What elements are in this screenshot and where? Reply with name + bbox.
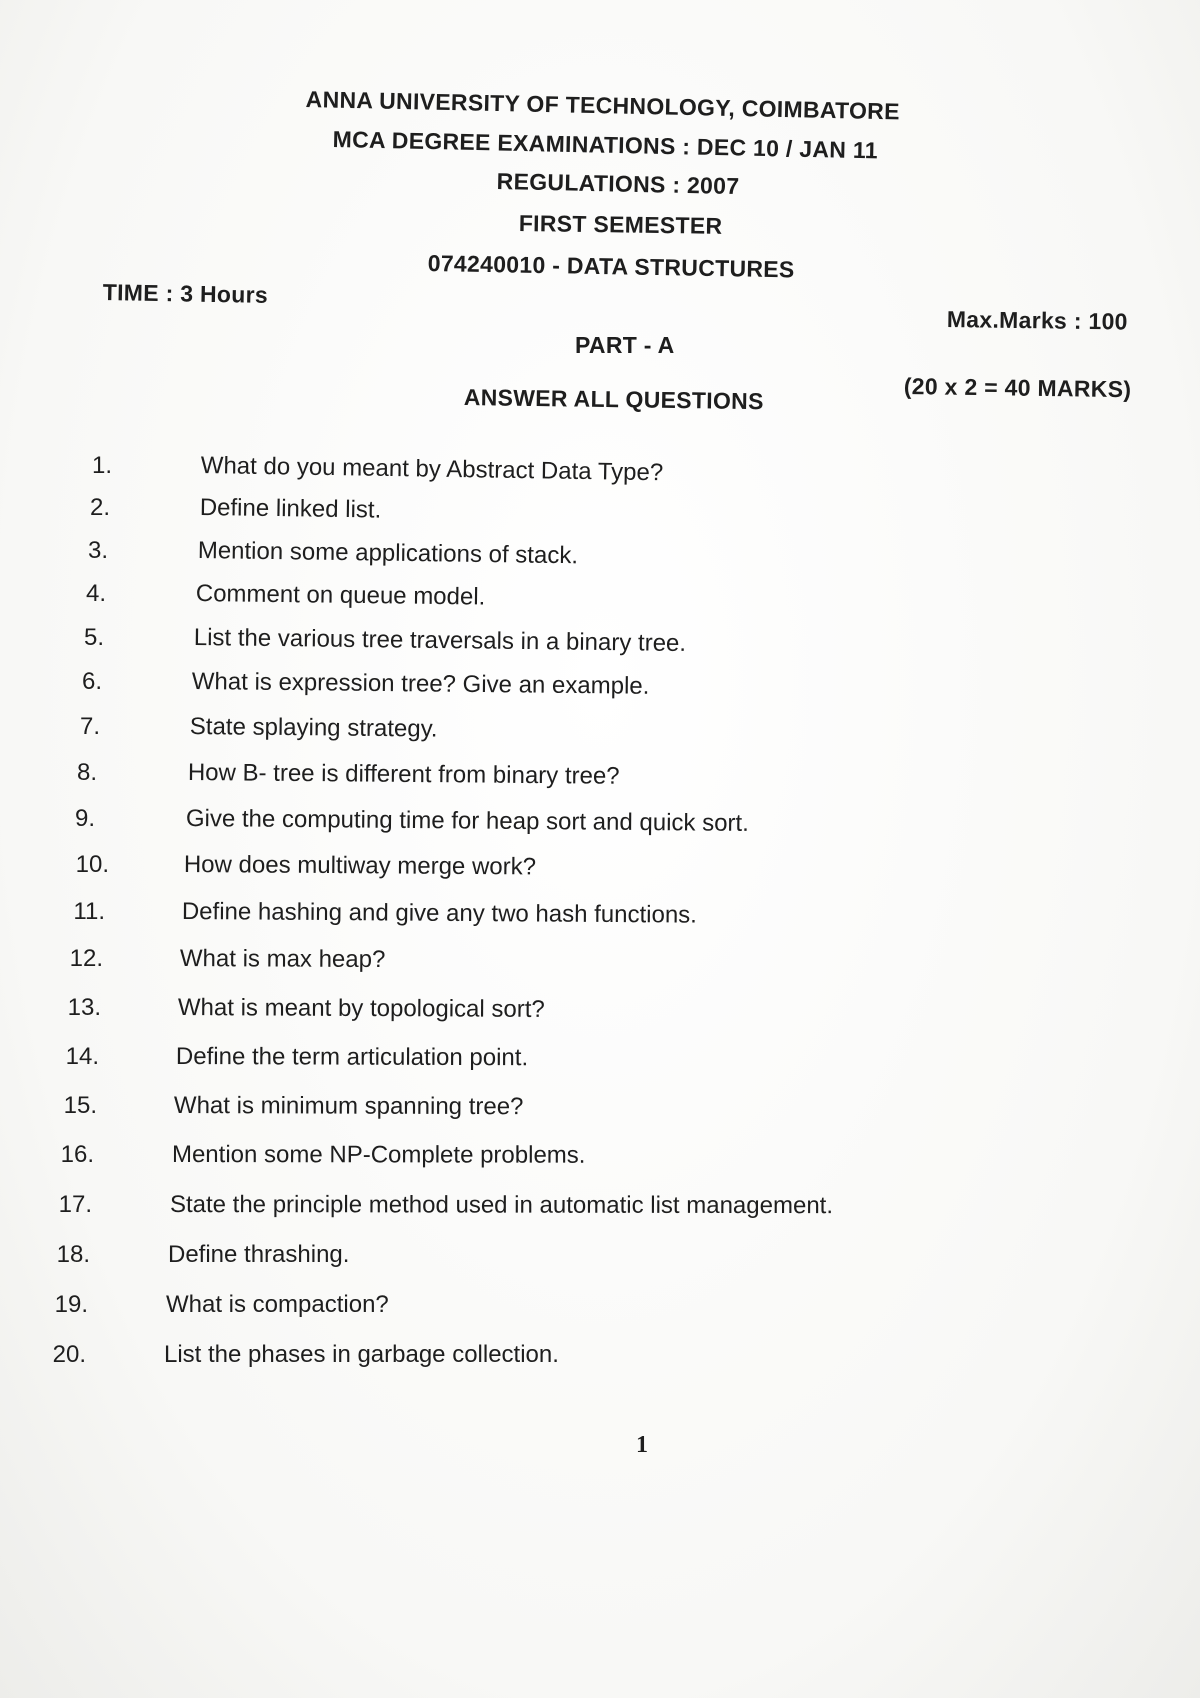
part-heading: PART - A: [575, 332, 675, 358]
question-number: 20.: [52, 1341, 86, 1368]
question-number: 15.: [63, 1092, 97, 1119]
question-number: 18.: [56, 1241, 90, 1268]
question-number: 7.: [79, 713, 100, 740]
question-number: 1.: [91, 452, 112, 479]
question-number: 11.: [73, 898, 105, 925]
part-marks: (20 x 2 = 40 MARKS): [903, 373, 1132, 403]
page-number: 1: [636, 1432, 648, 1458]
course-title: 074240010 - DATA STRUCTURES: [427, 250, 795, 283]
question-number: 13.: [67, 994, 101, 1021]
question-number: 17.: [58, 1191, 92, 1218]
question-number: 5.: [83, 624, 104, 651]
question-text: Give the computing time for heap sort and quick sort.: [185, 805, 749, 837]
question-text: State splaying strategy.: [189, 713, 438, 743]
instruction: ANSWER ALL QUESTIONS: [463, 384, 764, 415]
question-number: 6.: [81, 668, 102, 695]
question-text: What is max heap?: [179, 945, 386, 974]
max-marks: Max.Marks : 100: [946, 306, 1128, 335]
question-number: 2.: [89, 494, 110, 521]
question-number: 12.: [69, 945, 103, 972]
question-number: 10.: [75, 851, 109, 878]
question-number: 14.: [65, 1043, 99, 1070]
question-text: What do you meant by Abstract Data Type?: [200, 452, 664, 487]
time-allowed: TIME : 3 Hours: [102, 279, 269, 308]
question-number: 4.: [85, 580, 106, 607]
exam-title: MCA DEGREE EXAMINATIONS : DEC 10 / JAN 11: [332, 126, 879, 164]
question-text: List the phases in garbage collection.: [164, 1341, 559, 1368]
question-text: What is minimum spanning tree?: [173, 1092, 524, 1121]
question-text: What is meant by topological sort?: [177, 994, 545, 1023]
question-text: List the various tree traversals in a binary tree.: [193, 624, 687, 658]
question-text: Define thrashing.: [168, 1241, 350, 1268]
question-text: Define linked list.: [199, 494, 382, 524]
question-text: How does multiway merge work?: [183, 851, 537, 881]
question-text: How B- tree is different from binary tree?: [187, 759, 620, 790]
question-text: What is compaction?: [166, 1291, 389, 1318]
question-number: 16.: [60, 1141, 94, 1168]
university-title: ANNA UNIVERSITY OF TECHNOLOGY, COIMBATORE: [305, 86, 901, 125]
question-text: Mention some NP-Complete problems.: [171, 1141, 586, 1169]
question-text: What is expression tree? Give an example.: [191, 668, 650, 700]
question-number: 19.: [54, 1291, 88, 1318]
regulations: REGULATIONS : 2007: [496, 168, 740, 200]
semester: FIRST SEMESTER: [518, 210, 723, 239]
question-number: 9.: [74, 805, 95, 832]
question-text: Comment on queue model.: [195, 580, 486, 611]
question-text: State the principle method used in automatic list management.: [169, 1191, 834, 1220]
question-text: Define hashing and give any two hash functions.: [181, 898, 698, 929]
question-number: 8.: [76, 759, 97, 786]
question-number: 3.: [87, 537, 108, 564]
question-text: Define the term articulation point.: [175, 1043, 529, 1072]
question-text: Mention some applications of stack.: [197, 537, 579, 570]
